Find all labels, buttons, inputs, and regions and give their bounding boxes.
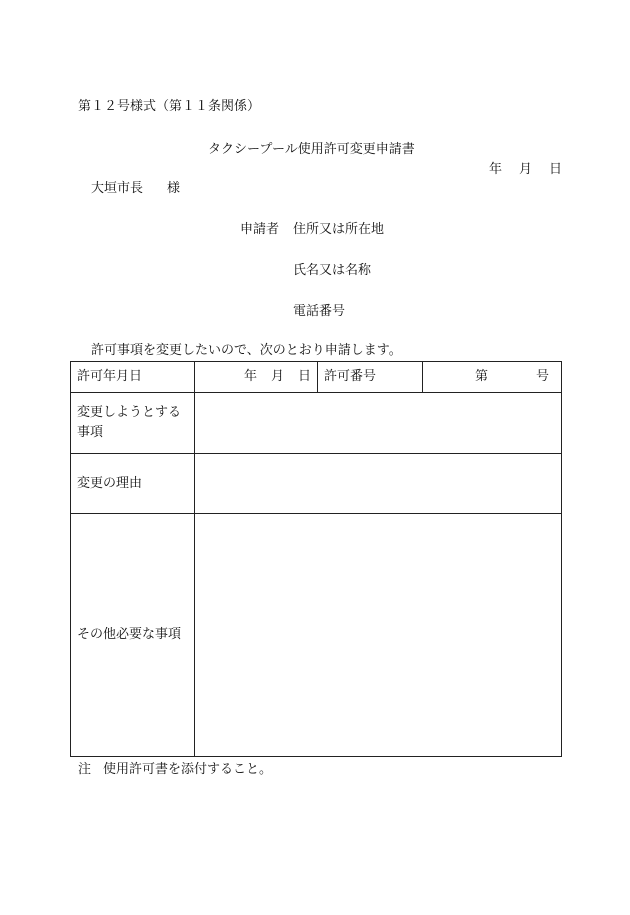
form-number: 第１２号様式（第１１条関係） (78, 99, 261, 114)
address-label: 住所又は所在地 (293, 222, 385, 237)
other-field[interactable] (195, 514, 562, 757)
change-item-field[interactable] (195, 393, 562, 454)
phone-label: 電話番号 (293, 304, 346, 319)
permit-row (71, 362, 562, 393)
name-label: 氏名又は名称 (293, 263, 372, 278)
change-reason-row (71, 454, 562, 514)
change-item-row (71, 393, 562, 454)
other-label: その他必要な事項 (71, 514, 195, 757)
application-date (489, 162, 562, 178)
permit-date-label: 許可年月日 (71, 362, 195, 393)
document-title: タクシープール使用許可変更申請書 (208, 142, 415, 157)
intro-text: 許可事項を変更したいので、次のとおり申請します。 (91, 343, 402, 358)
permit-number-field[interactable] (423, 362, 562, 393)
permit-date-month: 月 (270, 369, 284, 384)
addressee (91, 181, 180, 197)
permit-number-label: 許可番号 (318, 362, 423, 393)
footnote-mark: 注 (78, 762, 92, 777)
change-item-label: 変更しようとする事項 (71, 393, 195, 454)
applicant-label: 申請者 (240, 222, 280, 237)
change-reason-field[interactable] (195, 454, 562, 514)
date-month-label: 月 (519, 162, 533, 177)
date-year-label: 年 (489, 162, 503, 177)
footnote-text: 使用許可書を添付すること。 (103, 762, 273, 777)
permit-number-prefix: 第 (475, 369, 489, 384)
addressee-suffix: 様 (167, 181, 181, 196)
permit-date-field[interactable] (195, 362, 318, 393)
other-row (71, 514, 562, 757)
change-reason-label: 変更の理由 (71, 454, 195, 514)
footnote (78, 762, 272, 778)
date-day-label: 日 (549, 162, 563, 177)
addressee-name: 大垣市長 (91, 181, 144, 196)
application-form-table (70, 361, 562, 757)
permit-date-year: 年 (243, 369, 257, 384)
permit-date-day: 日 (297, 369, 311, 384)
permit-number-suffix: 号 (536, 369, 550, 384)
